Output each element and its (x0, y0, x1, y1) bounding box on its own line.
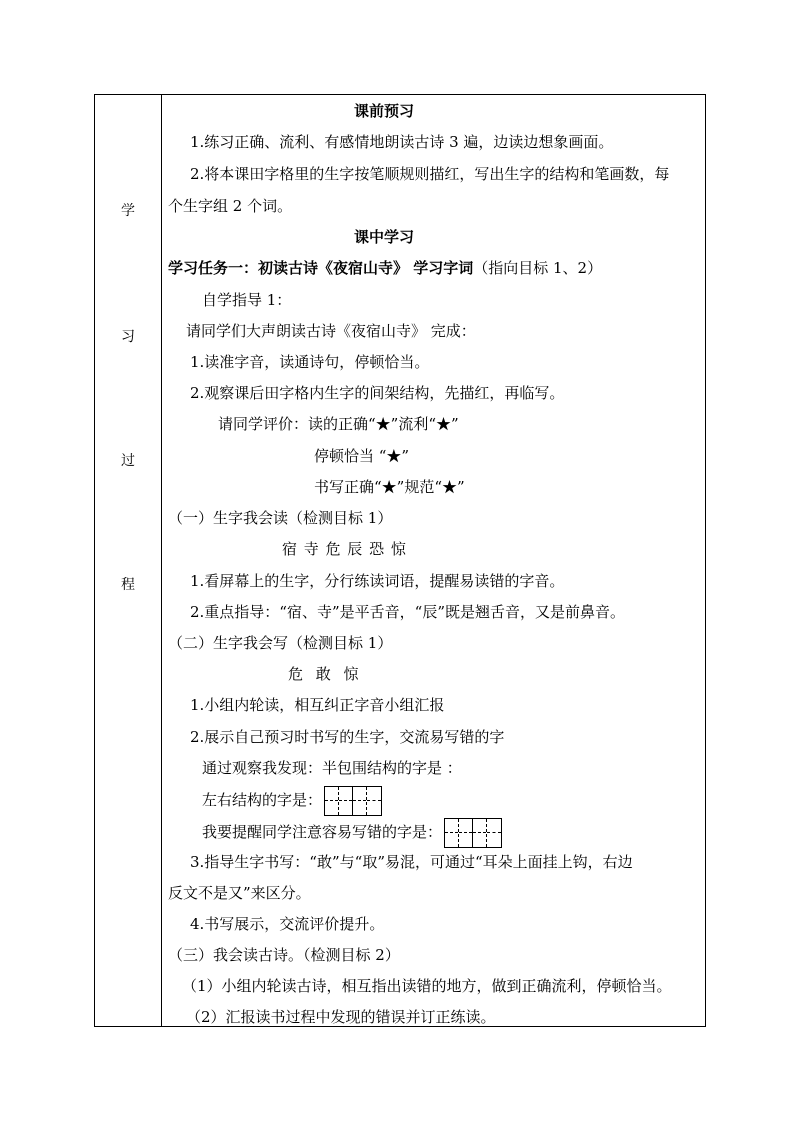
left-right-structure (202, 786, 382, 816)
section-1-item-2: 2.重点指导：“宿、寺”是平舌音，“辰”既是翘舌音，又是前鼻音。 (190, 603, 625, 621)
task-1-title (168, 258, 602, 278)
tianzige-grid-small (324, 786, 382, 816)
preview-item-1: 1.练习正确、流利、有感情地朗读古诗 3 遍，边读边想象画面。 (190, 133, 614, 151)
preview-item-2-line-1: 2.将本课田字格里的生字按笔顺规则描红，写出生字的结构和笔画数，每 (190, 165, 670, 183)
left-label-guo: 过 (121, 453, 135, 469)
step-1: 1.读准字音，读通诗句，停顿恰当。 (190, 353, 430, 371)
section-2-item-3-line-1: 3.指导生字书写：“敢”与“取”易混，可通过“耳朵上面挂上钩，右边 (190, 853, 633, 871)
section-2-item-1: 1.小组内轮读，相互纠正字音小组汇报 (190, 696, 445, 714)
remind-row (202, 818, 502, 848)
left-label-xi: 习 (121, 329, 135, 345)
task-1-bold: 学习任务一：初读古诗《夜宿山寺》 学习字词 (168, 259, 474, 277)
evaluation-1: 请同学评价：读的正确“★”流利“★” (218, 415, 459, 433)
preview-heading: 课前预习 (354, 102, 415, 120)
observe-text: 通过观察我发现：半包围结构的字是 ： (202, 759, 462, 777)
section-3-item-2: （2）汇报读书过程中发现的错误并订正练读。 (186, 1008, 496, 1026)
preview-item-2-line-2: 个生字组 2 个词。 (168, 197, 293, 215)
section-3-title: （三）我会读古诗。（检测目标 2） (168, 946, 400, 964)
section-3-item-1: （1）小组内轮读古诗，相互指出读错的地方，做到正确流利，停顿恰当。 (182, 977, 672, 995)
inclass-heading: 课中学习 (354, 228, 415, 246)
section-1-item-1: 1.看屏幕上的生字，分行练读词语，提醒易读错的字音。 (190, 572, 565, 590)
section-1-chars: 宿 寺 危 辰 恐 惊 (282, 540, 407, 558)
section-2-chars: 危 敢 惊 (288, 665, 359, 683)
section-2-title: （二）生字我会写（检测目标 1） (168, 634, 393, 652)
left-label-xue: 学 (121, 203, 135, 219)
evaluation-3: 书写正确“★”规范“★” (314, 478, 465, 496)
self-study-guide: 自学指导 1： (202, 291, 292, 309)
task-1-target: （指向目标 1、2） (473, 259, 603, 277)
remind-label: 我要提醒同学注意容易写错的字是： (202, 823, 443, 841)
section-2-item-4: 4.书写展示，交流评价提升。 (190, 915, 385, 933)
instruction: 请同学们大声朗读古诗《夜宿山寺》 完成： (186, 322, 476, 340)
tianzige-grid-large (444, 818, 502, 848)
section-2-item-2: 2.展示自己预习时书写的生字，交流易写错的字 (190, 728, 505, 746)
section-2-item-3-line-2: 反文不是又”来区分。 (168, 884, 311, 902)
left-label-cheng: 程 (121, 577, 135, 593)
section-1-title: （一）生字我会读（检测目标 1） (168, 509, 393, 527)
evaluation-2: 停顿恰当 “★” (314, 447, 410, 465)
step-2: 2.观察课后田字格内生字的间架结构，先描红，再临写。 (190, 384, 565, 402)
left-column (95, 95, 162, 1026)
left-right-label: 左右结构的字是： (202, 791, 323, 809)
